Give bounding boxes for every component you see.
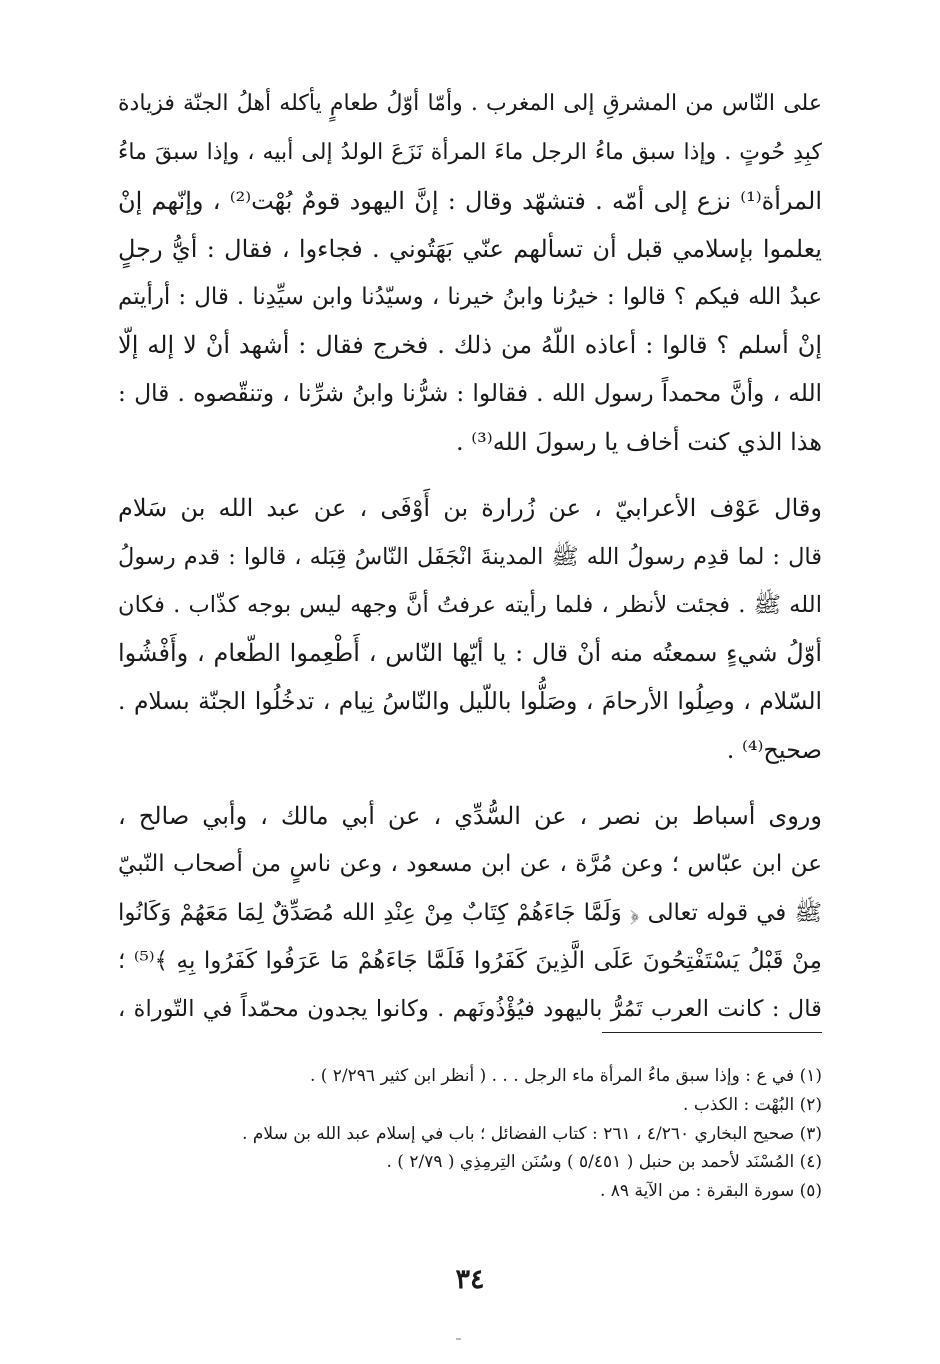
scan-mark bbox=[456, 1338, 461, 1340]
footnote-3: (٣) صحيح البخاري ٤/٢٦٠ ، ٢٦١ : كتاب الفضائل ؛ باب في إسلام عبد الله بن سلام . bbox=[242, 1123, 822, 1144]
text-line: مِنْ قَبْلُ يَسْتَفْتِحُونَ عَلَى الَّذِينَ كَفَرُوا فَلَمَّا جَاءَهُمْ مَا عَرَفُوا كَفَرُوا بِهِ ﴾⁽⁵⁾ ؛ bbox=[118, 948, 822, 975]
paragraph-2 bbox=[118, 484, 822, 774]
paragraph-3 bbox=[118, 792, 822, 1033]
footnote-5: (٥) سورة البقرة : من الآية ٨٩ . bbox=[599, 1181, 822, 1202]
text-line: هذا الذي كنت أخاف يا رسولَ الله⁽³⁾ . bbox=[456, 428, 822, 457]
main-text bbox=[118, 80, 822, 1034]
text-line: قال : كانت العرب تَمُرُّ باليهود فيُؤْذُونَهم . وكانوا يجدون محمّداً في التّوراة ، bbox=[118, 996, 822, 1023]
paragraph-1 bbox=[118, 80, 822, 466]
text-line: يعلموا بإسلامي قبل أن تسألهم عنّي بَهَتُوني . فجاءوا ، فقال : أيُّ رجلٍ bbox=[118, 234, 822, 263]
text-line: وقال عَوْف الأعرابيّ ، عن زُرارة بن أَوْفَى ، عن عبد الله بن سَلام bbox=[118, 494, 822, 523]
text-line: السّلام ، وصِلُوا الأرحامَ ، وصَلُّوا باللّيل والنّاسُ نِيام ، تدخُلُوا الجنّة بسلام . bbox=[118, 687, 822, 715]
footnote-divider bbox=[602, 1032, 822, 1033]
text-line: عبدُ الله فيكم ؟ قالوا : خيرُنا وابنُ خيرنا ، وسيّدُنا وابن سيِّدِنا . قال : أرأيتم bbox=[118, 284, 822, 311]
footnote-4: (٤) المُسْنَد لأحمد بن حنبل ( ٥/٤٥١ ) وسُنَن التِرمِذِي ( ٢/٧٩ ) . bbox=[386, 1152, 822, 1173]
text-line: ﷺ في قوله تعالى ﴿ وَلَمَّا جَاءَهُمْ كِتَابٌ مِنْ عِنْدِ الله مُصَدِّقٌ لِمَا مَعَهُمْ وَكَانُوا bbox=[118, 899, 822, 926]
text-line: على النّاس من المشرقِ إلى المغرب . وأمّا أوّلُ طعامٍ يأكله أهلُ الجنّة فزيادة bbox=[118, 91, 822, 116]
page-number: ٣٤ bbox=[455, 1264, 485, 1295]
text-line: الله ﷺ . فجئت لأنظر ، فلما رأيته عرفتُ أنَّ وجهه ليس بوجه كذّاب . فكان bbox=[118, 591, 822, 618]
footnote-1: (١) في ع : وإذا سبق ماءُ المرأة ماء الرجل . . . ( أنظر ابن كثير ٢/٢٩٦ ) . bbox=[309, 1066, 822, 1086]
text-line: قال : لما قدِم رسولُ الله ﷺ المدينةَ انْجَفَل النّاسُ قِبَله ، قالوا : قدم رسولُ bbox=[118, 543, 822, 570]
text-line: إنْ أسلم ؟ قالوا : أعاذه اللّهُ من ذلك . فخرج فقال : أشهد أنْ لا إله إلّا bbox=[118, 331, 822, 360]
text-line: المرأة⁽¹⁾ نزع إلى أمّه . فتشهّد وقال : إنَّ اليهود قومٌ بُهْت⁽²⁾ ، وإنّهم إنْ bbox=[118, 186, 822, 215]
footnotes bbox=[150, 1062, 822, 1206]
text-line: أوّلُ شيءٍ سمعتُه منه أنْ قال : يا أيّها النّاس ، أَطْعِموا الطّعام ، وأَفْشُوا bbox=[118, 639, 822, 668]
text-line: عن ابن عبّاس ؛ وعن مُرَّة ، عن ابن مسعود ، وعن ناسٍ من أصحاب النّبيّ bbox=[118, 851, 823, 878]
text-line: الله ، وأنَّ محمداً رسول الله . فقالوا : شرُّنا وابنُ شرِّنا ، وتنقّصوه . قال : bbox=[118, 379, 822, 407]
text-line: صحيح⁽⁴⁾ . bbox=[726, 735, 822, 764]
footnote-2: (٢) البُهْت : الكذب . bbox=[683, 1094, 822, 1115]
text-line: وروى أسباط بن نصر ، عن السُّدِّي ، عن أبي مالك ، وأبي صالح ، bbox=[118, 802, 822, 831]
text-line: كبِدِ حُوتٍ . وإذا سبق ماءُ الرجل ماءَ المرأة نَزَعَ الولدُ إلى أبيه ، وإذا سبقَ ماءُ bbox=[118, 139, 822, 166]
